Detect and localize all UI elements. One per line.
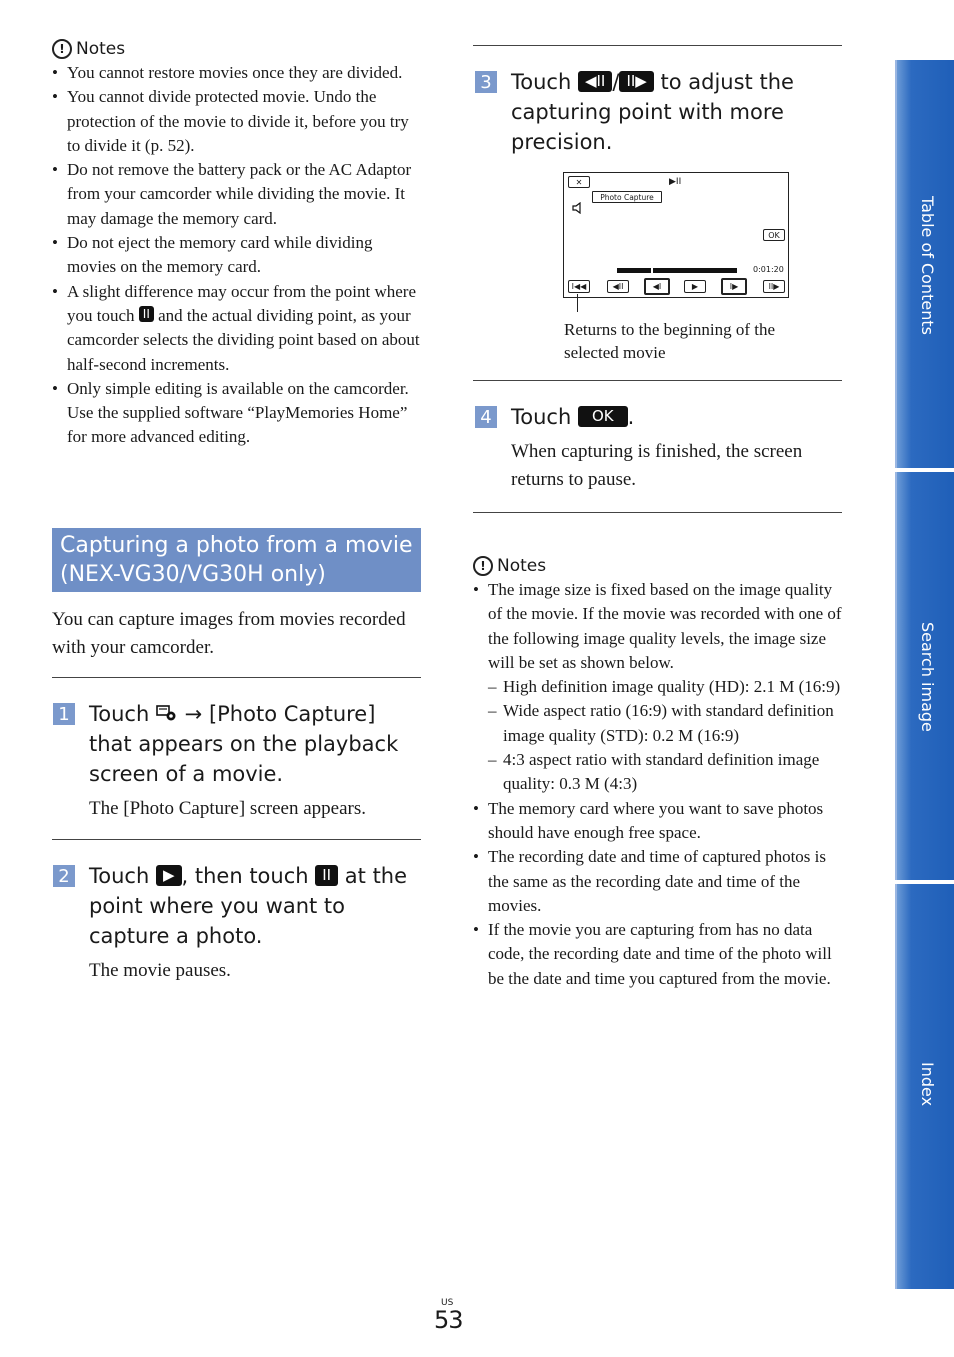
right-notes [473,556,842,991]
step-3 [475,67,842,157]
step-touch: Touch [511,70,572,94]
photo-capture-badge: Photo Capture [592,191,662,203]
step-touch: Touch [89,864,150,888]
step-title-text: to adjust the capturing point with more precision. [511,70,794,154]
sub-list-item: – High definition image quality (HD): 2.1 M (16:9) [488,675,842,699]
left-notes [52,39,422,450]
notes-heading [52,39,422,59]
sub-list-item: – Wide aspect ratio (16:9) with standard definition image quality (STD): 0.2 M (16:9) [488,699,842,748]
region-code: US [441,1298,454,1308]
notes-icon: ! [52,39,72,59]
section-subtitle: (NEX-VG30/VG30H only) [60,562,326,587]
sub-list [488,675,842,796]
ok-button[interactable]: OK [763,229,785,241]
notes-list [473,578,842,991]
tab-index[interactable] [895,884,954,1289]
notes-icon: ! [473,556,493,576]
step-title [511,67,842,157]
list-item: • The recording date and time of captured photos is the same as the recording date and time of the movies. [473,845,842,918]
frame-forward-button[interactable]: II▶ [763,280,785,293]
tab-label: Table of Contents [918,196,937,335]
list-item [473,578,842,797]
step-touch: Touch [89,702,150,726]
list-item: • You cannot restore movies once they are divided. [52,61,422,85]
divider [473,45,842,46]
list-item: • Only simple editing is available on the camcorder. Use the supplied software “PlayMemories Home” for more advanced editing. [52,377,422,450]
step-number: 4 [475,406,497,428]
section-title: Capturing a photo from a movie [60,533,413,558]
divider [473,380,842,381]
tab-label: Index [918,1062,937,1107]
list-item: • Do not remove the battery pack or the AC Adaptor from your camcorder while dividing the movie. It may damage the memory card. [52,158,422,231]
notes-title: Notes [76,39,126,59]
step-title-text: , then touch [181,864,309,888]
progress-bar[interactable] [617,268,737,273]
step-number: 3 [475,71,497,93]
tab-table-of-contents[interactable] [895,60,954,468]
photo-capture-icon [156,700,178,717]
frame-back-button[interactable]: ◀II [607,280,629,293]
frame-back-icon: ◀II [578,71,612,92]
step-result: When capturing is finished, the screen returns to pause. [511,441,803,490]
step-back-button[interactable]: ◀I [644,278,670,295]
progress-marker [651,267,653,274]
note-text: The image size is fixed based on the image quality of the movie. If the movie was recorded with one of the following image quality levels, the image size will be set as shown below. [488,580,842,672]
tab-search-image[interactable] [895,472,954,880]
step-number: 1 [53,703,75,725]
play-icon: ▶ [156,865,182,886]
section-intro: You can capture images from movies recorded with your camcorder. [52,609,406,658]
step-4 [475,402,842,494]
callout-line [577,294,578,312]
arrow-icon: → [184,702,203,726]
ok-icon: OK [578,406,628,427]
divider [52,677,421,678]
step-title [511,402,842,432]
step-1 [53,699,421,823]
list-item: • The memory card where you want to save photos should have enough free space. [473,797,842,846]
list-item: • If the movie you are capturing from has no data code, the recording date and time of the photo will be the date and time you captured from the movie. [473,918,842,991]
time-readout: 0:01:20 [753,265,784,274]
play-status-icon: ▶II [669,177,682,187]
notes-title: Notes [497,556,547,576]
speaker-icon [572,201,582,219]
step-title [89,861,421,951]
frame-forward-icon: II▶ [619,71,653,92]
step-number: 2 [53,865,75,887]
go-to-start-button[interactable]: I◀◀ [568,280,590,293]
divider [473,512,842,513]
notes-heading [473,556,842,576]
step-forward-button[interactable]: I▶ [721,278,747,295]
page-number: 53 [434,1306,463,1334]
close-icon[interactable]: ✕ [568,176,590,188]
sub-list-item: – 4:3 aspect ratio with standard definition image quality: 0.3 M (4:3) [488,748,842,797]
step-result: The movie pauses. [89,960,231,981]
list-item: • You cannot divide protected movie. Undo the protection of the movie to divide it, before you try to divide it (p. 52). [52,85,422,158]
pause-icon: II [139,306,154,322]
step-title-text: [Photo Capture] that appears on the playback screen of a movie. [89,702,399,786]
divider [52,839,421,840]
pause-icon: II [315,865,338,886]
step-touch: Touch [511,405,572,429]
section-banner [52,528,421,592]
note-text: and the actual dividing point, as your camcorder selects the dividing point based on about half-second increments. [67,305,420,374]
step-result: The [Photo Capture] screen appears. [89,798,366,819]
photo-capture-screen [563,172,789,298]
play-button[interactable]: ▶ [684,280,706,293]
callout-caption: Returns to the beginning of the selected movie [564,320,776,362]
step-title-text: at the point where you want to capture a photo. [89,864,408,948]
period: . [627,405,635,429]
step-title [89,699,421,789]
slash: / [612,70,620,94]
notes-list [52,61,422,450]
tab-label: Search image [918,622,937,732]
list-item [52,280,422,377]
list-item: • Do not eject the memory card while dividing movies on the memory card. [52,231,422,280]
note-text: A slight difference may occur from the point where you touch [67,281,417,325]
step-2 [53,861,421,985]
